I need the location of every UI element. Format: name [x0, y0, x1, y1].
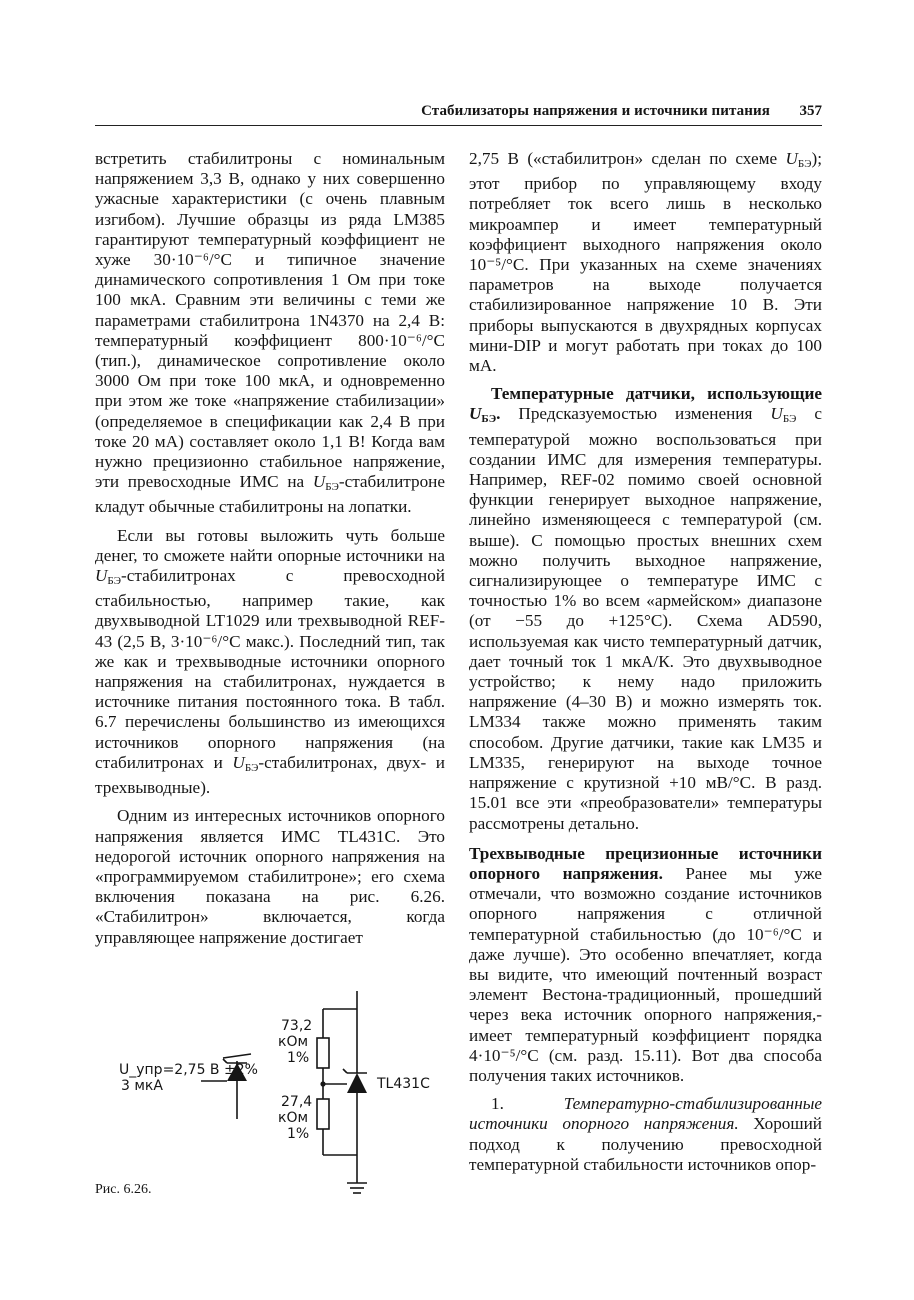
r1-value: 73,2	[281, 1018, 313, 1034]
figure-6-26	[95, 983, 455, 1203]
header-title: Стабилизаторы напряжения и источники питания	[421, 103, 770, 119]
paragraph: Температурные датчики, использующие $U_{БЭ}$. Предсказуемостью изменения $U_{БЭ}$ с температурой можно воспользоваться при создании ИМС для измерения температуры. Например, REF-02 помимо своей основной функции генерирует выходное напряжение, линейно изменяющееся с температурой (см. выше). С помощью простых внешних схем можно получить выходное напряжение, сигнализирующее о температуре ИМС с точностью 1% во всем «армейском» диапазоне (от −55 до +125°С). Схема AD590, используемая как чисто температурный датчик, дает точный ток 1 мкА/К. Это двухвыводное устройство; к нему надо приложить напряжение (4–30 В) и можно измерять ток. LM334 также можно применять таким способом. Другие датчики, такие как LM35 и LM335, генерируют на выходе точное напряжение с крутизной +10 мВ/°С. В разд. 15.01 все эти «преобразователи» температуры рассмотрены детально.	[469, 384, 822, 833]
right-column	[469, 149, 822, 1175]
control-voltage-label: U_упр=2,75 В ±2%	[119, 1062, 258, 1078]
r1-tolerance: 1%	[287, 1050, 310, 1066]
control-current-label: 3 мкА	[121, 1078, 163, 1094]
page-number: 357	[799, 103, 822, 119]
header-rule	[95, 125, 822, 126]
paragraph: 1. Температурно-стабилизированные источники опорного напряжения. Хороший подход к получению превосходной температурной стабильности источников опор-	[469, 1094, 823, 1174]
r2-unit: кОм	[278, 1110, 309, 1126]
figure-caption: Рис. 6.26.	[95, 1182, 152, 1197]
device-label: TL431C	[377, 1076, 430, 1092]
paragraph: Одним из интересных источников опорного напряжения является ИМС TL431C. Это недорогой источник опорного напряжения на «программируемом стабилитроне»; его схема включения показана на рис. 6.26. «Стабилитрон» включается, когда управляющее напряжение достигает	[95, 806, 445, 947]
paragraph: Если вы готовы выложить чуть больше денег, то сможете найти опорные источники на $U_{БЭ}$-стабилитронах с превосходной стабильностью, например такие, как двухвыводной LT1029 или трехвыводной REF-43 (2,5 В, 3·10⁻⁶/°С макс.). Последний тип, так же как и трехвыводные источники опорного напряжения на стабилитронах, нуждается в источнике питания постоянного тока. В табл. 6.7 перечислены большинство из имеющихся источников опорного напряжения (на стабилитронах и $U_{БЭ}$-стабилитронах, двух- и трехвыводные).	[95, 525, 445, 798]
section-heading: Трехвыводные прецизионные источники опорного напряжения.	[469, 843, 822, 883]
italic-term: Температурно-стабилизированные источники опорного напряжения.	[469, 1094, 822, 1134]
r2-value: 27,4	[281, 1094, 313, 1110]
paragraph: встретить стабилитроны с номинальным напряжением 3,3 В, однако у них совершенно ужасные характеристики (с очень плавным изгибом). Лучшие образцы из ряда LM385 гарантируют температурный коэффициент не хуже 30·10⁻⁶/°С и типичное значение динамического сопротивления 1 Ом при токе 100 мкА. Сравним эти величины с теми же параметрами стабилитрона 1N4370 на 2,4 В: температурный коэффициент 800·10⁻⁶/°С (тип.), динамическое сопротивление около 3000 Ом при токе 100 мкА, и одновременно при этом же токе «напряжение стабилизации» (определяемое в спецификации как 2,4 В при токе 20 мА) составляет около 1,1 В! Когда вам нужно прецизионно стабильное напряжение, эти превосходные ИМС на $U_{БЭ}$-стабилитроне кладут обычные стабилитроны на лопатки.	[95, 149, 445, 517]
r2-tolerance: 1%	[287, 1126, 310, 1142]
left-column	[95, 149, 445, 948]
section-heading: Температурные датчики, использующие $U_{БЭ}$.	[469, 384, 822, 426]
running-header	[95, 103, 822, 125]
r1-unit: кОм	[278, 1034, 309, 1050]
paragraph: Трехвыводные прецизионные источники опорного напряжения. Ранее мы уже отмечали, что возможно создание источников опорного напряжения с отличной температурной стабильностью (до 10⁻⁶/°С и даже лучше). Это особенно впечатляет, когда вы видите, что имеющий почтенный возраст элемент Вестона-традиционный, прошедший через века источник опорного напряжения,-имеет температурный коэффициент порядка 4·10⁻⁵/°С (см. разд. 15.11). Вот два способа получения таких источников.	[469, 843, 823, 1085]
paragraph: 2,75 В («стабилитрон» сделан по схеме $U_{БЭ}$); этот прибор по управляющему входу потребляет ток всего лишь в несколько микроампер и имеет температурный коэффициент выходного напряжения около 10⁻⁵/°С. При указанных на схеме значениях параметров на выходе получается стабилизированное напряжение 10 В. Эти приборы выпускаются в двухрядных корпусах мини-DIP и могут работать при токах до 100 мА.	[469, 149, 822, 376]
